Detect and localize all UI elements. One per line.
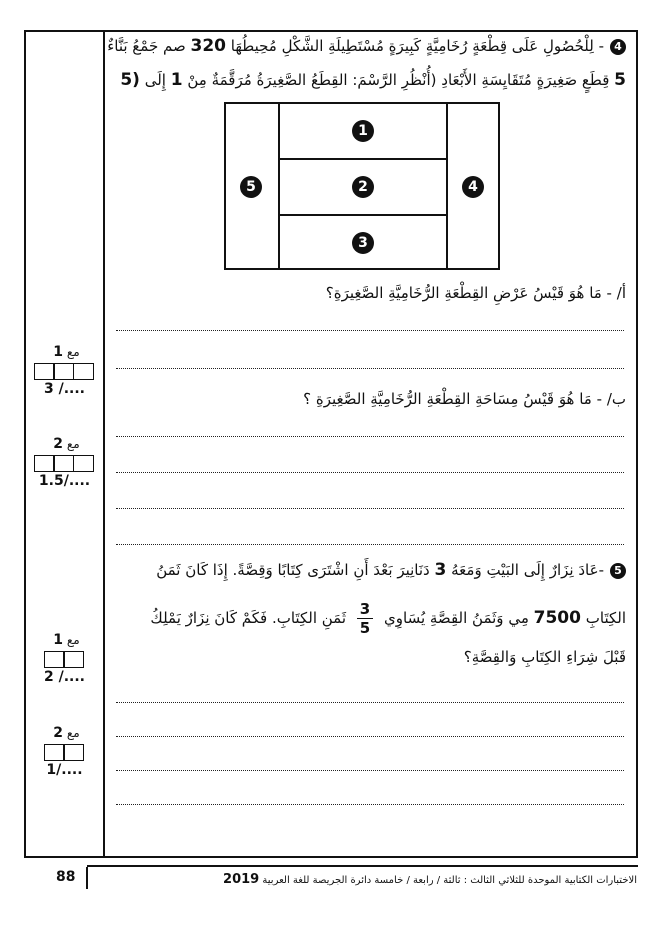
score-boxes[interactable] [26, 744, 103, 761]
q4-line-2: 5 قِطَعٍ صَغِيرَةٍ مُتَقَايِسَةِ الأَبْعَادِ (أُنْظُرِ الرَّسْمَ: القِطَعُ الصَّغِيرَةُ مُرَقَّمَةٌ مِنْ 1 إِلَى 5) [120, 70, 626, 90]
q5-line-3: قَبْلَ شِرَاءِ الكِتَابِ وَالقِصَّةِ؟ [463, 648, 626, 666]
mark-score: 1.5/.... [38, 473, 91, 489]
diagram-divider [280, 214, 446, 216]
q4-part-b [114, 390, 626, 408]
diagram-divider [446, 104, 448, 268]
answer-line[interactable] [116, 544, 624, 545]
mark-criterion: 2 [53, 725, 64, 741]
diagram-divider [278, 104, 280, 268]
mark-criterion: 2 [53, 436, 64, 452]
margin-divider [103, 30, 105, 858]
mark-score: 1/.... [46, 762, 83, 778]
marble-diagram [224, 102, 500, 270]
mark-score: 3 /.... [43, 381, 85, 397]
fraction-three-fifths: $\frac{3}{5}$ [357, 600, 373, 637]
q4-number-icon: 4 [610, 39, 626, 55]
q4-line-1: 4- لِلْحُصُولِ عَلَى قِطْعَةٍ رُخَامِيَّةٍ كَبِيرَةٍ مُسْتَطِيلَةِ الشَّكْلِ مُحِيطُهَا 320 صم جَمْعُ بَنَّاءٌ [114, 36, 626, 56]
answer-line[interactable] [116, 508, 624, 509]
answer-line[interactable] [116, 368, 624, 369]
score-boxes[interactable] [26, 651, 103, 668]
diagram-divider [280, 158, 446, 160]
marks-column [26, 32, 103, 856]
mark-block-q5b [26, 725, 103, 778]
answer-line[interactable] [116, 736, 624, 737]
footer-year: 2019 [223, 872, 260, 887]
mark-label: مع [66, 633, 80, 647]
answer-line[interactable] [116, 436, 624, 437]
score-boxes[interactable] [26, 455, 103, 472]
mark-block-q5a [26, 632, 103, 685]
piece-3-label: 3 [352, 232, 374, 254]
q5-number-icon: 5 [610, 563, 626, 579]
page-number: 88 [56, 869, 76, 885]
mark-block-q4b [26, 436, 103, 489]
mark-label: مع [66, 726, 80, 740]
answer-line[interactable] [116, 770, 624, 771]
mark-criterion: 1 [53, 632, 64, 648]
mark-criterion: 1 [53, 344, 64, 360]
answer-line[interactable] [116, 472, 624, 473]
answer-line[interactable] [116, 804, 624, 805]
q5-line-2: الكِتَابِ 7500 مِي وَثَمَنُ القِصَّةِ يُسَاوِي $\frac{3}{5}$ ثَمَنِ الكِتَابِ. فَكَمْ كَانَ نِزَارٌ يَمْلِكُ [150, 600, 626, 637]
mark-score: 2 /.... [43, 669, 85, 685]
answer-line[interactable] [116, 702, 624, 703]
q4-part-a [114, 284, 626, 302]
piece-1-label: 1 [352, 120, 374, 142]
mark-label: مع [66, 437, 80, 451]
mark-block-q4a [26, 344, 103, 397]
piece-2-label: 2 [352, 176, 374, 198]
piece-5-label: 5 [240, 176, 262, 198]
footer-tick [86, 867, 88, 889]
part-b-label: ب/ [606, 390, 626, 408]
part-a-label: أ/ [616, 284, 626, 302]
part-a-question: - مَا هُوَ قَيْسُ عَرْضِ القِطْعَةِ الرُّخَامِيَّةِ الصَّغِيرَةِ؟ [325, 284, 612, 302]
answer-line[interactable] [116, 330, 624, 331]
score-boxes[interactable] [26, 363, 103, 380]
mark-label: مع [66, 345, 80, 359]
footer-caption: الاختبارات الكتابية الموحدة للثلاثي الثالث : ثالثة / رابعة / خامسة دائرة الجريصة للغة العربية 2019 [223, 872, 637, 887]
part-b-question: - مَا هُوَ قَيْسُ مِسَاحَةِ القِطْعَةِ الرُّخَامِيَّةِ الصَّغِيرَةِ ؟ [303, 390, 603, 408]
q5-line-1: 5-عَادَ نِزَارٌ إِلَى البَيْتِ وَمَعَهُ 3 دَنَانِيرَ بَعْدَ أَنِ اشْتَرَى كِتَابًا وَقِصَّةً. إِذَا كَانَ ثَمَنُ [114, 560, 626, 580]
piece-4-label: 4 [462, 176, 484, 198]
footer-rule [87, 865, 638, 867]
